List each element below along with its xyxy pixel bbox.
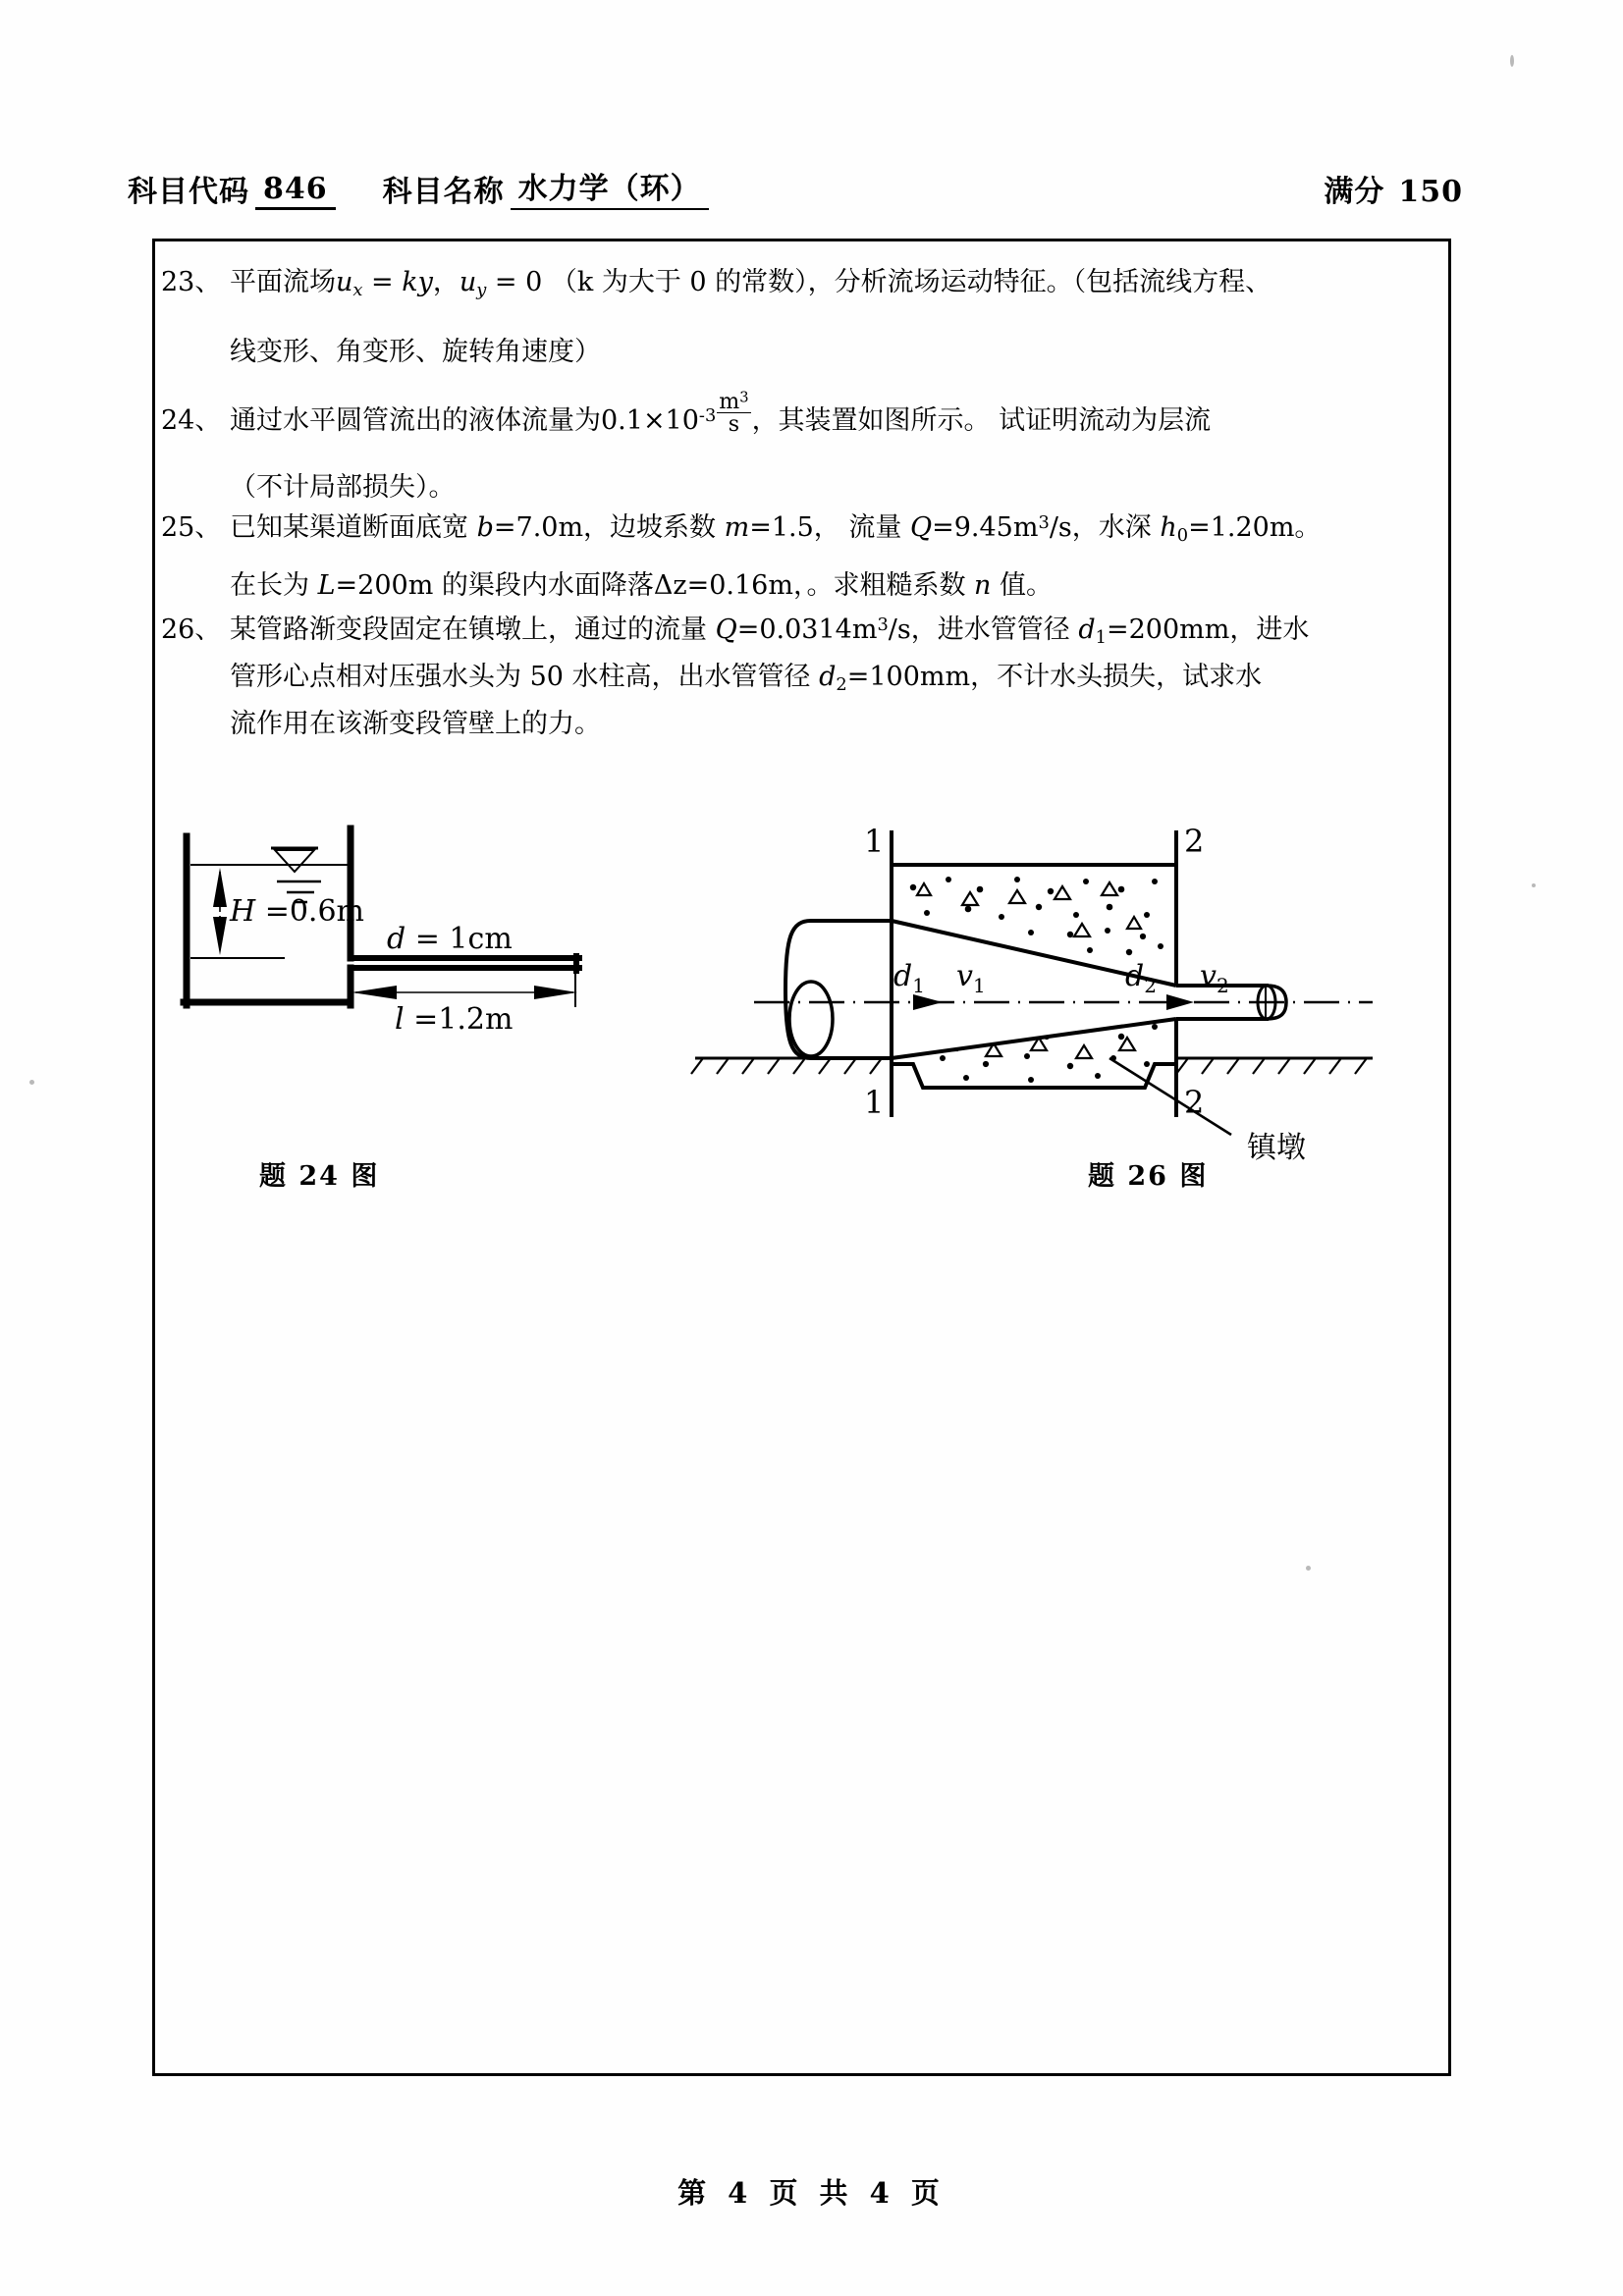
head-label: H =0.6m <box>230 894 365 929</box>
anchor-block-leader-line <box>1109 1058 1231 1135</box>
question-25 <box>155 514 1448 599</box>
question-26-text-line-2: 管形心点相对压强水头为 50 水柱高，出水管管径 $d_2=100mm$，不计水头损失，试求水 <box>230 661 1263 695</box>
scan-speck <box>29 1080 34 1085</box>
question-24-text-line-2: （不计局部损失）。 <box>230 472 456 504</box>
inlet-pipe <box>785 921 892 1058</box>
figures-region <box>155 811 1448 1223</box>
question-23-number: 23、 <box>161 267 222 297</box>
question-23-text-line-2: 线变形、角变形、旋转角速度） <box>230 336 601 367</box>
figure-24-caption: 题 24 图 <box>259 1161 380 1192</box>
anchor-block-annotation: 镇墩 <box>1247 1131 1306 1165</box>
question-24-text-line-1: 通过水平圆管流出的液体流量为$0.1\times 10^{-3}$ $\frac{m^3}{s}$ ，其装置如图所示。 试证明流动为层流 <box>230 389 1212 438</box>
subject-name-label: 科目名称 <box>382 175 505 209</box>
subject-code-label: 科目代码 <box>128 175 249 209</box>
total-score-label: 满分 <box>1324 175 1385 209</box>
length-label: l =1.2m <box>395 1002 514 1037</box>
section-mark-2-bottom: 2 <box>1184 1084 1205 1121</box>
question-26-text-line-3: 流作用在该渐变段管壁上的力。 <box>230 708 601 739</box>
question-content-box <box>152 239 1451 2076</box>
figure-24-drawing <box>169 811 679 1145</box>
question-26-number: 26、 <box>161 614 222 646</box>
ground-line-right <box>1176 1058 1373 1074</box>
figure-26 <box>685 811 1432 1203</box>
inlet-velocity-label: $v_1$ <box>956 959 986 997</box>
question-26 <box>155 616 1448 737</box>
page-footer: 第 4 页 共 4 页 <box>677 2176 946 2210</box>
question-25-text-line-1: 已知某渠道断面底宽 b=7.0m，边坡系数 m=1.5， 流量 $Q=9.45m^3/s$，水深 $h_0=1.20m$。 <box>230 512 1322 547</box>
question-26-text-line-1: 某管路渐变段固定在镇墩上，通过的流量 $Q=0.0314m^3/s$，进水管管径 $d_1=200mm$，进水 <box>230 614 1310 649</box>
scan-speck <box>1510 55 1514 67</box>
question-24 <box>155 389 1448 504</box>
ground-line-left <box>691 1058 893 1074</box>
question-26-line-2 <box>155 661 1448 695</box>
question-23-text-line-1: 平面流场$u_x$ = ky，$u_y = 0$ （k 为大于 0 的常数），分析流场运动特征。（包括流线方程、 <box>230 267 1272 300</box>
outlet-diameter-label: $d_2$ <box>1125 959 1157 997</box>
question-23 <box>155 269 1448 365</box>
subject-code-value: 846 <box>255 172 336 210</box>
scan-speck <box>1532 883 1536 887</box>
page-header <box>128 155 1463 210</box>
figure-26-drawing <box>685 811 1432 1145</box>
question-25-text-line-2: 在长为 L=200m 的渠段内水面降落Δz=0.16m，。求粗糙系数 n 值。 <box>230 569 1054 601</box>
section-mark-1-top: 1 <box>864 823 885 860</box>
question-25-number: 25、 <box>161 512 222 544</box>
question-24-line-1 <box>155 389 1448 438</box>
question-23-line-1 <box>155 269 1448 299</box>
inlet-diameter-label: $d_1$ <box>893 959 925 997</box>
question-26-line-1 <box>155 616 1448 647</box>
figure-26-caption: 题 26 图 <box>1088 1161 1209 1192</box>
figure-24 <box>169 811 679 1203</box>
total-score <box>1324 167 1463 210</box>
diameter-label: d = 1cm <box>387 922 513 956</box>
section-mark-1-bottom: 1 <box>864 1084 885 1121</box>
question-24-line-2 <box>155 472 1448 504</box>
question-24-number: 24、 <box>161 404 222 436</box>
question-25-line-2 <box>155 569 1448 601</box>
section-mark-2-top: 2 <box>1184 823 1205 860</box>
subject-name-value: 水力学（环） <box>511 164 709 210</box>
question-23-line-2 <box>155 336 1448 367</box>
total-score-value: 150 <box>1398 175 1463 209</box>
question-26-line-3 <box>155 708 1448 739</box>
question-25-line-1 <box>155 514 1448 545</box>
outlet-velocity-label: $v_2$ <box>1200 959 1229 997</box>
head-dimension-arrow <box>213 868 227 955</box>
